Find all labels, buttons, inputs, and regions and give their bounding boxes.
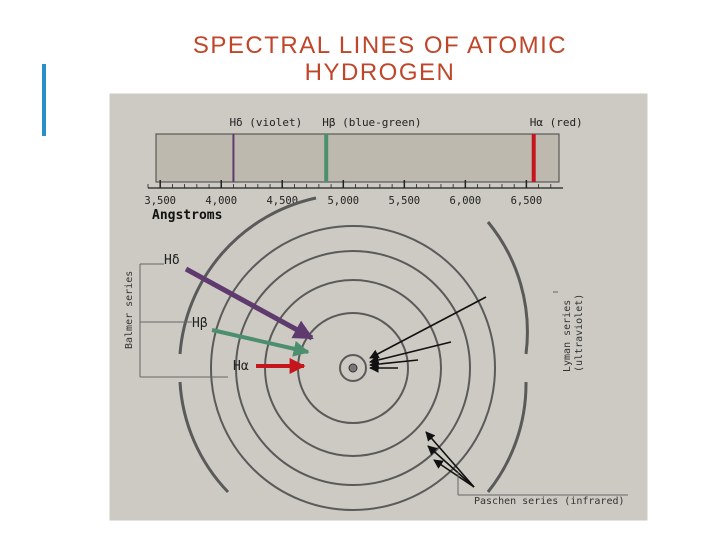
axis-unit-label: Angstroms [152, 208, 223, 223]
axis-tick-label: 6,500 [510, 195, 543, 207]
axis-tick-label: 6,000 [449, 195, 482, 207]
axis-tick-label: 5,500 [388, 195, 421, 207]
slide-title [120, 32, 640, 86]
spectrum-band [156, 134, 559, 182]
axis-tick-label: 5,000 [327, 195, 360, 207]
paschen-series-label: Paschen series (infrared) [474, 496, 625, 507]
title-line-2: HYDROGEN [304, 59, 456, 86]
spectrum-line-label-1: Hβ (blue-green) [322, 116, 422, 129]
spectrum-line-label-2: Hα (red) [529, 116, 583, 129]
axis-tick-label: 4,500 [266, 195, 299, 207]
hydrogen-spectrum-figure [108, 92, 649, 522]
accent-bar [42, 64, 46, 136]
spectrum-line-label-0: Hδ (violet) [229, 116, 303, 129]
balmer-h-alpha-label: Hα [233, 359, 249, 374]
balmer-series-label: Balmer series [124, 270, 135, 349]
nucleus [349, 364, 357, 372]
figure-svg [108, 92, 649, 522]
title-line-1: SPECTRAL LINES OF ATOMIC [192, 32, 568, 59]
balmer-h-delta-label: Hδ [164, 253, 180, 268]
spectrum-line-labels [229, 116, 582, 129]
balmer-h-beta-label: Hβ [192, 316, 208, 331]
lyman-series-label: Lyman series [562, 299, 573, 372]
axis-tick-label: 3,500 [144, 195, 177, 207]
lyman-series-sublabel: (ultraviolet) [574, 293, 585, 372]
axis-tick-label: 4,000 [205, 195, 238, 207]
